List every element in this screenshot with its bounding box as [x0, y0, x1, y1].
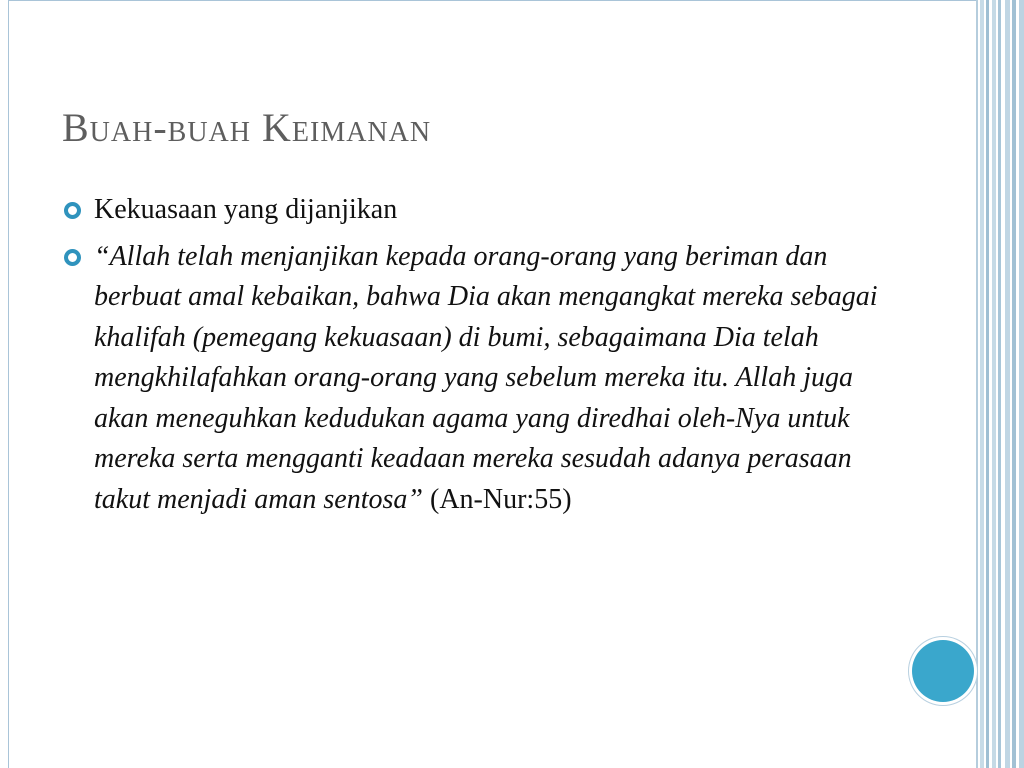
quote-text: “Allah telah menjanjikan kepada orang-orang yang beriman dan berbuat amal kebaikan, bahwa Dia akan mengangkat mereka sebagai khalifah (pemegang kekuasaan) di bumi, sebagaimana Dia telah mengkhilafahkan orang-orang yang sebelum mereka itu. Allah juga akan meneguhkan kedudukan agama yang diredhai oleh-Nya untuk mereka serta mengganti keadaan mereka sesudah adanya perasaan takut menjadi aman sentosa” — [94, 240, 878, 515]
bullet-item — [62, 237, 892, 521]
slide-title: Buah-buah Keimanan — [62, 105, 432, 150]
bullet-text: Kekuasaan yang dijanjikan — [94, 194, 398, 225]
decorative-circle — [912, 640, 974, 702]
decorative-stripes — [976, 0, 1024, 768]
bullet-icon — [64, 249, 81, 266]
slide-content — [62, 190, 892, 526]
bullet-icon — [64, 202, 81, 219]
frame-left-line — [8, 0, 9, 768]
bullet-item — [62, 190, 892, 231]
quote-reference: (An-Nur:55) — [423, 483, 572, 515]
frame-top-line — [8, 0, 1024, 1]
